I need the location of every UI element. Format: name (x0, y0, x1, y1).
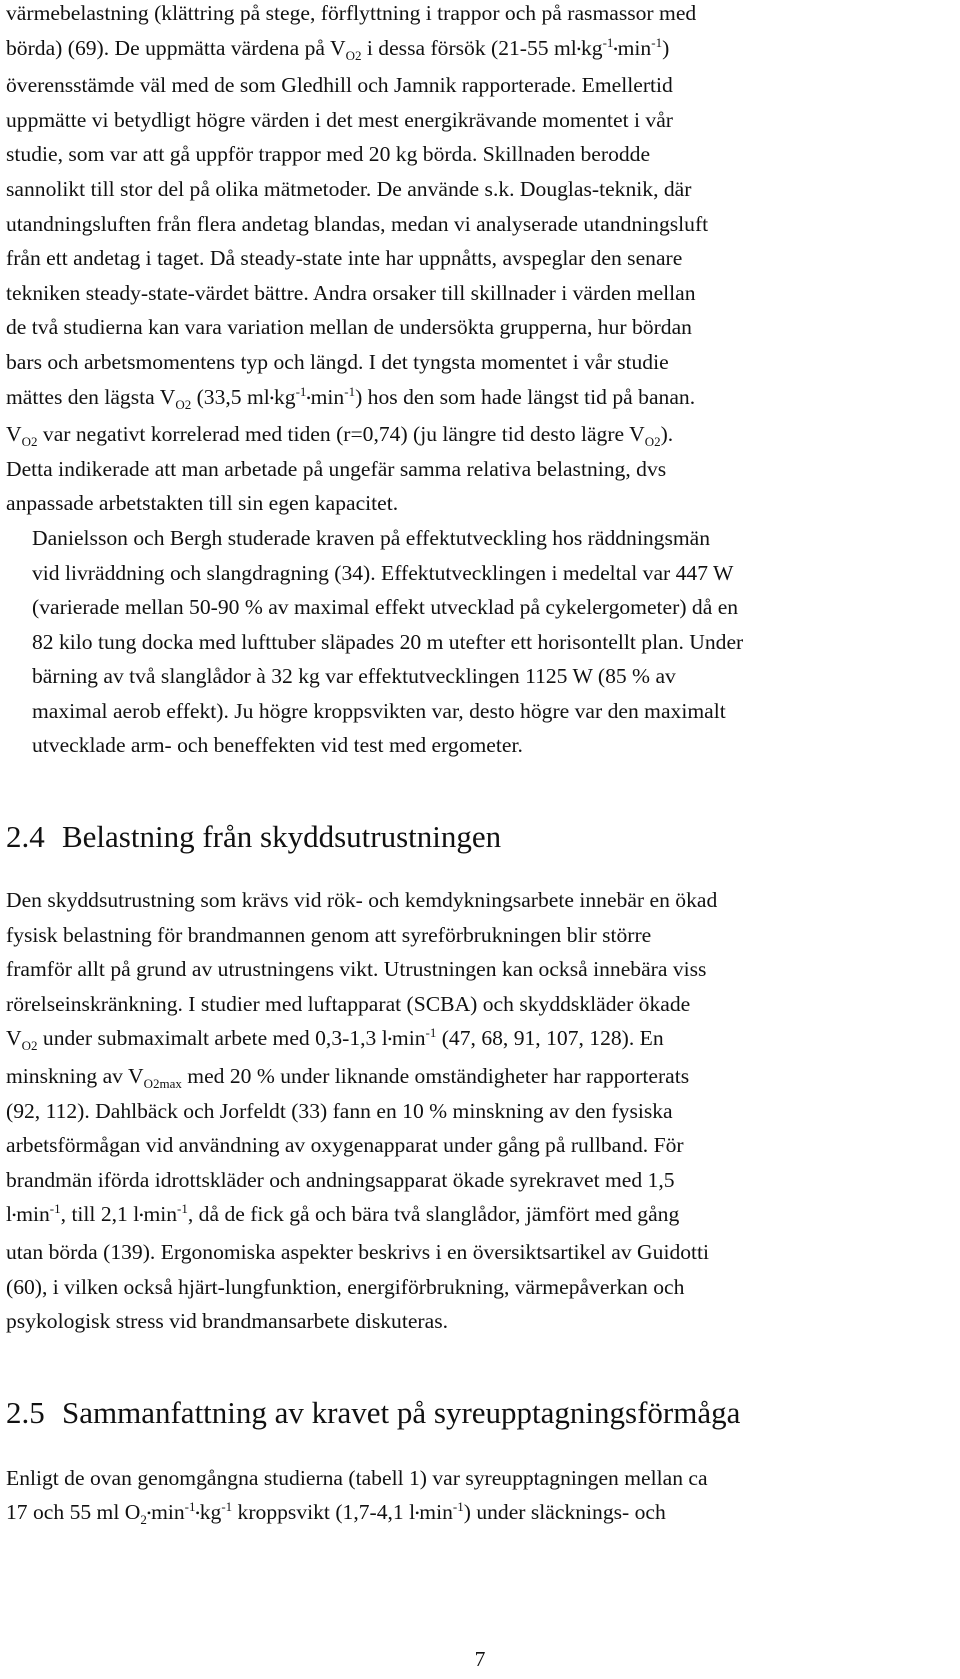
paragraph-2 (6, 521, 954, 763)
text-line: bärning av två slanglådor à 32 kg var effektutvecklingen 1125 W (85 % av (32, 664, 676, 689)
text-line: (60), i vilken också hjärt-lungfunktion, energiförbrukning, värmepåverkan och (6, 1274, 685, 1299)
text-line: $V_{O2}$ under submaximalt arbete med 0,3-1,3 $l•\min^{-1}$ (47, 68, 91, 107, 128). En (6, 1025, 664, 1054)
text-line: $l•\min^{-1}$, till 2,1 $l•\min^{-1}$, då de fick gå och bära två slanglådor, jämfört med gång (6, 1201, 680, 1227)
page-number: 7 (474, 1647, 486, 1671)
text-line: arbetsförmågan vid användning av oxygenapparat under gång på rullband. För (6, 1133, 684, 1158)
text-line: psykologisk stress vid brandmansarbete diskuteras. (6, 1309, 448, 1334)
text-line: fysisk belastning för brandmannen genom att syreförbrukningen blir större (6, 922, 652, 947)
paragraph-3 (6, 883, 954, 1339)
paragraph-1 (6, 0, 954, 521)
text-line: Detta indikerade att man arbetade på ungefär samma relativa belastning, dvs (6, 456, 667, 481)
text-line: maximal aerob effekt). Ju högre kroppsvikten var, desto högre var den maximalt (32, 698, 726, 723)
text-line: utvecklade arm- och beneffekten vid test med ergometer. (32, 733, 523, 758)
text-line: anpassade arbetstakten till sin egen kapacitet. (6, 491, 399, 516)
text-line: minskning av $V_{O2max}$ med 20 % under liknande omständigheter har rapporterats (6, 1064, 690, 1092)
section-title: Belastning från skyddsutrustningen (62, 819, 502, 855)
text-line: från ett andetag i taget. Då steady-state inte har uppnåtts, avspeglar den senare (6, 246, 683, 271)
text-line: de två studierna kan vara variation mellan de undersökta grupperna, hur bördan (6, 315, 692, 340)
text-line: Den skyddsutrustning som krävs vid rök- och kemdykningsarbete innebär en ökad (6, 888, 718, 913)
text-line: uppmätte vi betydligt högre värden i det mest energikrävande momentet i vår (6, 107, 674, 132)
text-line: Enligt de ovan genomgångna studierna (tabell 1) var syreupptagningen mellan ca (6, 1465, 708, 1490)
text-line: studie, som var att gå uppför trappor med 20 kg börda. Skillnaden berodde (6, 142, 651, 167)
text-line: börda) (69). De uppmätta värdena på $V_{O2}$ i dessa försök (21-55 $ml•kg^{-1}•\min^{-1}$) (6, 34, 670, 63)
text-line: sannolikt till stor del på olika mätmetoder. De använde s.k. Douglas-teknik, där (6, 176, 692, 201)
text-line: $V_{O2}$ var negativt korrelerad med tiden (r=0,74) (ju längre tid desto lägre $V_{O2}$). (6, 422, 674, 450)
text-line: rörelseinskränkning. I studier med luftapparat (SCBA) och skyddskläder ökade (6, 991, 691, 1016)
text-line: tekniken steady-state-värdet bättre. Andra orsaker till skillnader i värden mellan (6, 280, 696, 305)
text-line: utandningsluften från flera andetag blandas, medan vi analyserade utandningsluft (6, 211, 709, 236)
text-line: (varierade mellan 50-90 % av maximal effekt utvecklad på cykelergometer) då en (32, 595, 739, 620)
text-line: värmebelastning (klättring på stege, förflyttning i trappor och på rasmassor med (6, 1, 697, 25)
text-line: 17 och 55 ml $O_2•\min^{-1}•kg^{-1}$ kroppsvikt (1,7-4,1 $l•\min^{-1}$) under släcknings- och (6, 1499, 666, 1528)
text-line: vid livräddning och slangdragning (34). Effektutvecklingen i medeltal var 447 W (32, 560, 734, 585)
text-line: mättes den lägsta $V_{O2}$ (33,5 $ml•kg^{-1}•\min^{-1}$) hos den som hade längst tid på banan. (6, 383, 696, 412)
section-heading-2-5 (6, 1393, 954, 1433)
section-heading-2-4 (6, 817, 954, 857)
section-number: 2.5 (6, 1394, 45, 1430)
text-line: bars och arbetsmomentens typ och längd. I det tyngsta momentet i vår studie (6, 349, 669, 374)
document-page (6, 0, 954, 1533)
text-line: (92, 112). Dahlbäck och Jorfeldt (33) fann en 10 % minskning av den fysiska (6, 1098, 673, 1123)
section-title: Sammanfattning av kravet på syreupptagningsförmåga (62, 1394, 741, 1430)
text-line: utan börda (139). Ergonomiska aspekter beskrivs i en översiktsartikel av Guidotti (6, 1240, 710, 1264)
text-line: Danielsson och Bergh studerade kraven på effektutveckling hos räddningsmän (32, 525, 711, 550)
section-number: 2.4 (6, 819, 45, 855)
text-line: överensstämde väl med de som Gledhill och Jamnik rapporterade. Emellertid (6, 73, 673, 98)
text-line: framför allt på grund av utrustningens vikt. Utrustningen kan också innebära viss (6, 957, 707, 982)
paragraph-4 (6, 1461, 954, 1533)
text-line: 82 kilo tung docka med lufttuber släpades 20 m utefter ett horisontellt plan. Under (32, 629, 744, 654)
text-line: brandmän iförda idrottskläder och andningsapparat ökade syrekravet med 1,5 (6, 1167, 675, 1192)
